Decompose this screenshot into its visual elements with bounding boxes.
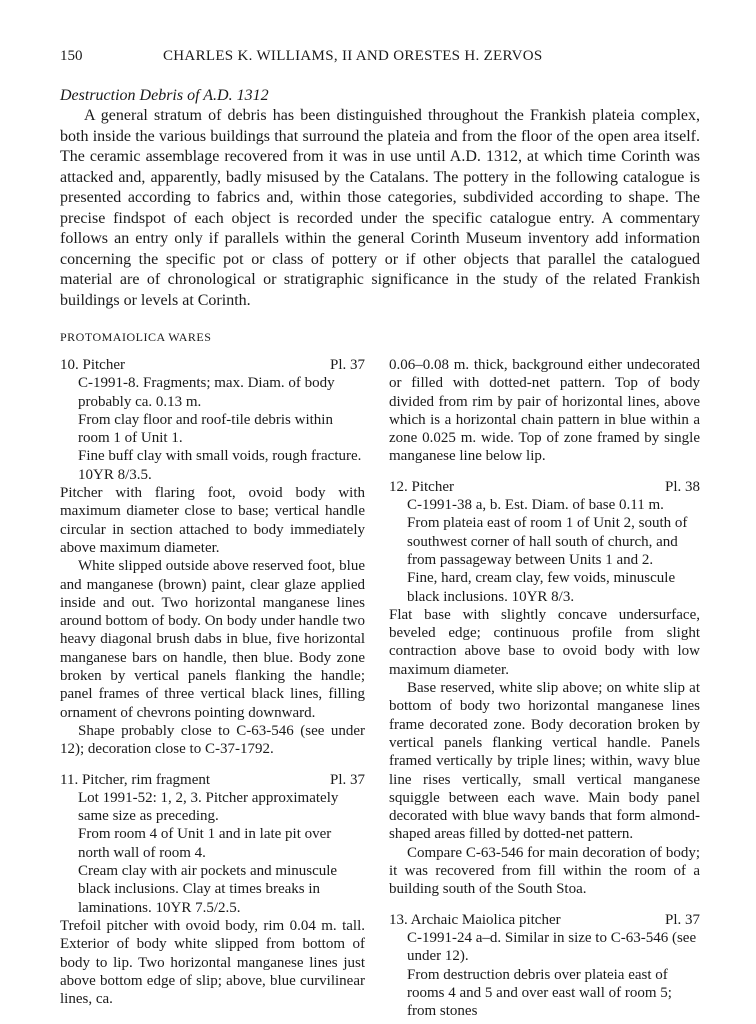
entry-10-inventory: C-1991-8. Fragments; max. Diam. of body probably ca. 0.13 m. bbox=[78, 375, 335, 410]
entry-13-plate: Pl. 37 bbox=[664, 911, 700, 928]
entry-10-heading bbox=[60, 356, 365, 374]
entry-13-inventory: C-1991-24 a–d. Similar in size to C-63-546 (see under 12). bbox=[407, 929, 697, 965]
entry-12-heading bbox=[389, 478, 700, 496]
entry-11-inventory: Lot 1991-52: 1, 2, 3. Pitcher approximately same size as preceding. bbox=[78, 789, 339, 825]
entry-10-decoration: White slipped outside above reserved foot, blue and manganese (brown) paint, clear glaze applied inside and out. Two horizontal manganese lines around bottom of body. On body under handle two heavy diagonal brush dabs in blue, five horizontal manganese bars on handle, then blue. Body zone broken by vertical panels flanking the handle; panel frames of three vertical black lines, filling ornament of chevrons pointing downward. bbox=[60, 558, 365, 721]
entry-10-title: 10. Pitcher bbox=[60, 357, 125, 373]
right-column bbox=[389, 356, 700, 1020]
entry-10-fabric: Fine buff clay with small voids, rough fracture. 10YR 8/3.5. bbox=[78, 448, 362, 483]
entry-12-inventory: C-1991-38 a, b. Est. Diam. of base 0.11 m. bbox=[407, 497, 664, 514]
entry-10-comparison: Shape probably close to C-63-546 (see under 12); decoration close to C-37-1792. bbox=[60, 722, 365, 758]
intro-paragraph: A general stratum of debris has been distinguished throughout the Frankish plateia complex, both inside the various buildings that surround the plateia and from the floor of the open area itself. The ceramic assemblage recovered from it was in use until A.D. 1312, at which time Corinth was attacked and, apparently, badly misused by the Catalans. The pottery in the following catalogue is presented according to fabrics and, within those categories, subdivided according to shape. The precise findspot of each object is recorded under the specific catalogue entry. A commentary follows an entry only if parallels within the general Corinth Museum inventory add information concerning the specific pot or class of pottery or if other objects that parallel the catalogued material are of chronological or stratigraphic significance in the study of the related Frankish buildings or levels at Corinth. bbox=[60, 107, 700, 309]
subheading: PROTOMAIOLICA WARES bbox=[60, 330, 212, 344]
entry-11-description-continued: 0.06–0.08 m. thick, background either undecorated or filled with dotted-net pattern. Top of body divided from rim by pair of horizontal lines, above which is a horizontal chain pattern in blue within a zone 0.025 m. wide. Top of zone framed by single manganese line below lip. bbox=[389, 357, 700, 465]
entry-11-description: Trefoil pitcher with ovoid body, rim 0.04 m. tall. Exterior of body white slipped from bottom of body to lip. Two horizontal manganese lines just above bottom edge of slip; above, blue curvilinear lines, ca. bbox=[60, 917, 365, 1008]
entry-11-heading bbox=[60, 771, 365, 789]
entry-11-title: 11. Pitcher, rim fragment bbox=[60, 771, 211, 788]
entry-10-plate: Pl. 37 bbox=[329, 357, 365, 373]
entry-12-description: Flat base with slightly concave undersurface, beveled edge; continuous profile from slight contraction above base to ovoid body with low maximum diameter. bbox=[389, 606, 700, 678]
running-title: CHARLES K. WILLIAMS, II AND ORESTES H. ZERVOS bbox=[163, 48, 543, 64]
entry-12-findspot: From plateia east of room 1 of Unit 2, south of southwest corner of hall south of church, and from passageway between Units 1 and 2. bbox=[407, 515, 688, 568]
section-title: Destruction Debris of A.D. 1312 bbox=[60, 87, 269, 104]
left-column bbox=[60, 356, 365, 1008]
page-header bbox=[60, 48, 700, 70]
entry-11-fabric: Cream clay with air pockets and minuscule black inclusions. Clay at times breaks in laminations. 10YR 7.5/2.5. bbox=[78, 863, 338, 916]
entry-12-title: 12. Pitcher bbox=[389, 478, 454, 495]
entry-11-plate: Pl. 37 bbox=[329, 771, 365, 788]
entry-10-description: Pitcher with flaring foot, ovoid body with maximum diameter close to base; vertical handle circular in section attached to body immediately above maximum diameter. bbox=[60, 485, 365, 556]
entry-12-decoration: Base reserved, white slip above; on white slip at bottom of body two horizontal manganese lines frame decorated zone. Body decoration broken by vertical panels flanking vertical handle. Panels framed vertically by triple lines; within, wavy blue line rises vertically, small vertical manganese squiggle between each wave. Main body panel decorated with blue wavy bands that form almond-shaped areas filled by dotted-net pattern. bbox=[389, 680, 700, 843]
entry-12-plate: Pl. 38 bbox=[664, 478, 700, 495]
entry-13-heading bbox=[389, 911, 700, 929]
entry-11-findspot: From room 4 of Unit 1 and in late pit over north wall of room 4. bbox=[78, 826, 332, 861]
entry-12-comparison: Compare C-63-546 for main decoration of body; it was recovered from fill within the room of a building south of the South Stoa. bbox=[389, 844, 700, 898]
entry-13-title: 13. Archaic Maiolica pitcher bbox=[389, 911, 561, 928]
page-number: 150 bbox=[60, 48, 83, 64]
entry-13-findspot: From destruction debris over plateia east of rooms 4 and 5 and over east wall of room 5; from stones bbox=[407, 966, 672, 1020]
entry-10-findspot: From clay floor and roof-tile debris within room 1 of Unit 1. bbox=[78, 411, 333, 447]
entry-12-fabric: Fine, hard, cream clay, few voids, minuscule black inclusions. 10YR 8/3. bbox=[407, 570, 676, 605]
